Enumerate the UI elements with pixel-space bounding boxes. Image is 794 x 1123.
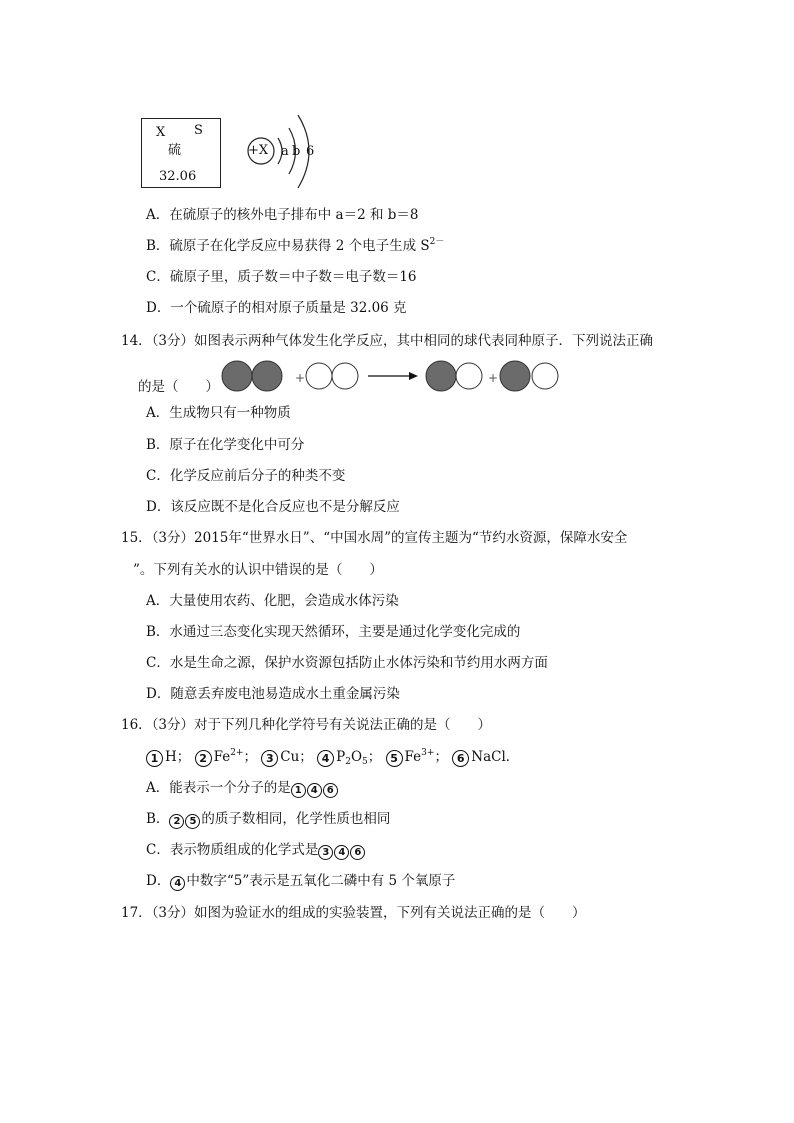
q17-stem: 17．（3分）如图为验证水的组成的实验装置，下列有关说法正确的是（ ） bbox=[121, 905, 586, 921]
reaction-arrow-head bbox=[409, 372, 418, 380]
q14-option-b: B．原子在化学变化中可分 bbox=[146, 437, 305, 453]
q16-option-a: A．能表示一个分子的是 1 4 6 bbox=[146, 779, 339, 798]
element-symbol: S bbox=[194, 123, 203, 138]
circled-number: 1 bbox=[146, 750, 163, 767]
circled-number: 3 bbox=[318, 845, 333, 860]
q15-option-b: B．水通过三态变化实现天然循环，主要是通过化学变化完成的 bbox=[146, 624, 521, 640]
q15-option-c: C．水是生命之源，保护水资源包括防止水体污染和节约用水两方面 bbox=[146, 655, 548, 671]
circled-number: 6 bbox=[350, 845, 365, 860]
q14-option-c: C．化学反应前后分子的种类不变 bbox=[146, 468, 346, 484]
product2-light-atom bbox=[532, 363, 558, 389]
atom-structure-diagram bbox=[240, 100, 330, 200]
circled-number: 6 bbox=[452, 750, 469, 767]
circled-number: 5 bbox=[185, 814, 200, 829]
q16-stem: 16．（3分）对于下列几种化学符号有关说法正确的是（ ） bbox=[121, 717, 492, 733]
circled-number: 1 bbox=[291, 783, 306, 798]
q13-option-a: A．在硫原子的核外电子排布中 a＝2 和 b＝8 bbox=[146, 207, 419, 223]
element-name: 硫 bbox=[168, 143, 182, 158]
q16-option-c: C．表示物质组成的化学式是 3 4 6 bbox=[146, 841, 366, 860]
shell-a-label: a bbox=[281, 144, 289, 159]
product1-dark-atom bbox=[426, 361, 456, 391]
circled-number: 6 bbox=[323, 783, 338, 798]
reactant-light-atom-1 bbox=[306, 363, 332, 389]
q15-stem-line2: ”。下列有关水的认识中错误的是（ ） bbox=[133, 562, 383, 578]
nucleus-label: +X bbox=[248, 143, 269, 158]
q14-option-d: D．该反应既不是化合反应也不是分解反应 bbox=[146, 499, 400, 515]
q13-option-c: C．硫原子里，质子数＝中子数＝电子数＝16 bbox=[146, 269, 417, 285]
circled-number: 5 bbox=[386, 750, 403, 767]
q15-option-d: D．随意丢弃废电池易造成水土重金属污染 bbox=[146, 686, 400, 702]
shell-b-label: b bbox=[292, 144, 301, 159]
q13-option-d: D．一个硫原子的相对原子质量是 32.06 克 bbox=[146, 300, 407, 316]
circled-number: 4 bbox=[317, 750, 334, 767]
q14-stem-line1: 14．（3分）如图表示两种气体发生化学反应，其中相同的球代表同种原子．下列说法正确 bbox=[121, 333, 654, 349]
q16-option-b: B． 2 5 的质子数相同，化学性质也相同 bbox=[146, 811, 391, 827]
q14-stem-line2: 的是（ ） bbox=[138, 379, 219, 395]
q15-stem-line1: 15．（3分）2015年“世界水日”、“中国水周”的宣传主题为“节约水资源，保障水安全 bbox=[121, 530, 628, 546]
reactant-light-atom-2 bbox=[332, 363, 358, 389]
plus-sign-2: + bbox=[488, 371, 499, 385]
reaction-diagram bbox=[220, 358, 565, 396]
q13-option-b: B．硫原子在化学反应中易获得 2 个电子生成 $S^{2-}$ bbox=[146, 237, 445, 254]
product2-dark-atom bbox=[500, 361, 530, 391]
reactant-dark-atom-1 bbox=[222, 361, 252, 391]
q14-option-a: A．生成物只有一种物质 bbox=[146, 405, 291, 421]
element-number: X bbox=[156, 125, 166, 140]
q15-option-a: A．大量使用农药、化肥，会造成水体污染 bbox=[146, 593, 399, 609]
circled-number: 2 bbox=[169, 814, 184, 829]
product1-light-atom bbox=[456, 363, 482, 389]
q16-option-d: D． 4 中数字“5”表示是五氧化二磷中有 5 个氧原子 bbox=[146, 873, 456, 889]
element-card bbox=[141, 118, 221, 188]
shell-c-label: 6 bbox=[306, 144, 315, 159]
circled-number: 4 bbox=[334, 845, 349, 860]
circled-number: 2 bbox=[195, 750, 212, 767]
circled-number: 3 bbox=[261, 750, 278, 767]
circled-number: 4 bbox=[307, 783, 322, 798]
element-mass: 32.06 bbox=[159, 169, 197, 184]
plus-sign-1: + bbox=[295, 371, 306, 385]
circled-number: 4 bbox=[170, 876, 185, 891]
q16-symbols-line: 1 H； 2 $Fe^{2+}$； 3 Cu； 4 $P_2O_5$； 5 $Fe^{3+}$； 6 NaCl． bbox=[146, 748, 519, 767]
reactant-dark-atom-2 bbox=[252, 361, 282, 391]
